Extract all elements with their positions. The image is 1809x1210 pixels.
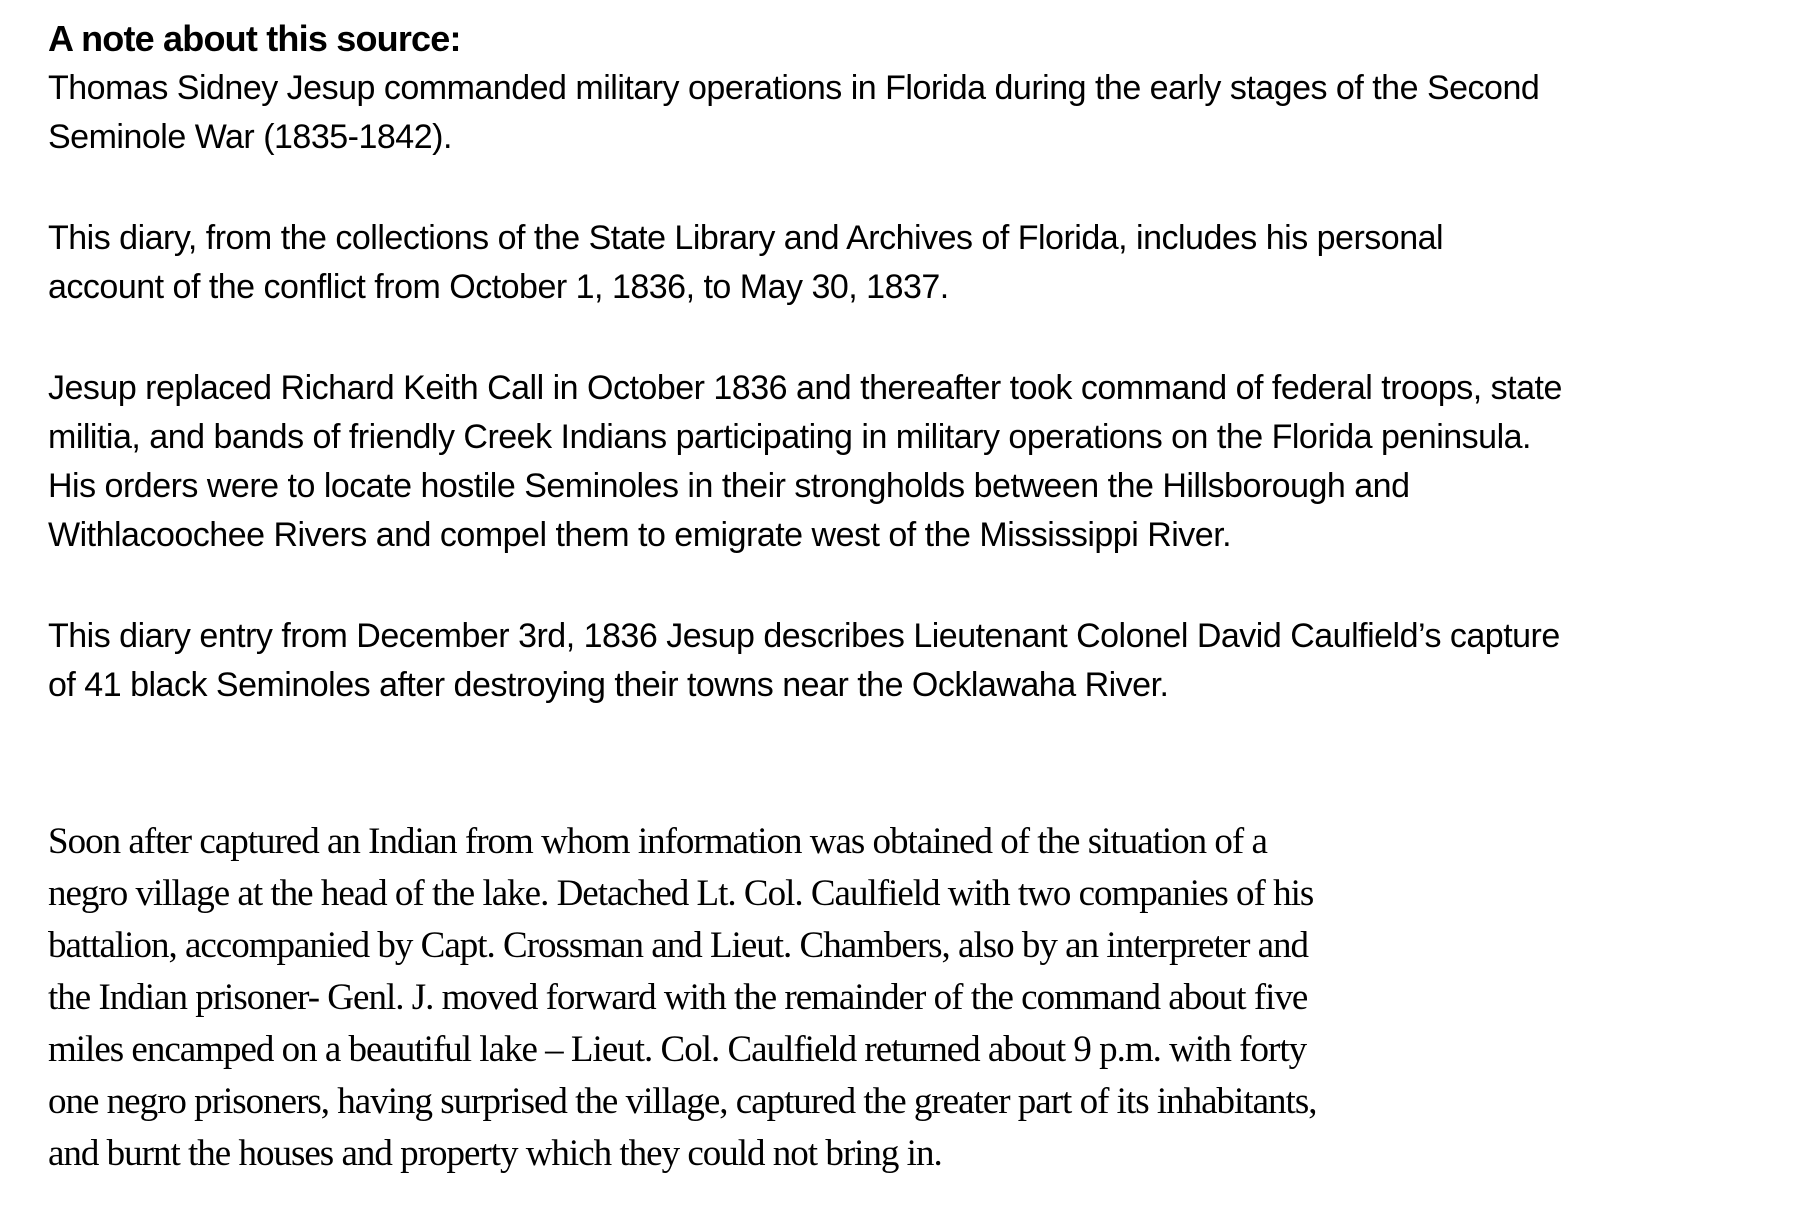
text-line: the Indian prisoner- Genl. J. moved forward with the remainder of the command about five: [48, 977, 1308, 1018]
text-line: This diary, from the collections of the State Library and Archives of Florida, includes his personal: [48, 219, 1444, 257]
note-paragraph-diary-source: [48, 214, 1789, 312]
text-line: Thomas Sidney Jesup commanded military operations in Florida during the early stages of the Second: [48, 69, 1540, 107]
note-paragraph-overview: [48, 64, 1789, 162]
text-line: militia, and bands of friendly Creek Indians participating in military operations on the Florida peninsula.: [48, 418, 1531, 456]
text-line: of 41 black Seminoles after destroying their towns near the Ocklawaha River.: [48, 666, 1169, 704]
text-line: one negro prisoners, having surprised the village, captured the greater part of its inhabitants,: [48, 1081, 1317, 1122]
note-paragraph-command-history: [48, 364, 1789, 560]
note-paragraph-entry-context: [48, 612, 1789, 710]
text-line: Soon after captured an Indian from whom information was obtained of the situation of a: [48, 821, 1267, 862]
text-line: Seminole War (1835-1842).: [48, 118, 452, 156]
text-line: This diary entry from December 3rd, 1836 Jesup describes Lieutenant Colonel David Caulfield’s capture: [48, 617, 1560, 655]
text-line: negro village at the head of the lake. Detached Lt. Col. Caulfield with two companies of his: [48, 873, 1314, 914]
text-line: account of the conflict from October 1, 1836, to May 30, 1837.: [48, 268, 949, 306]
text-line: miles encamped on a beautiful lake – Lieut. Col. Caulfield returned about 9 p.m. with forty: [48, 1029, 1307, 1070]
diary-entry-excerpt: [48, 816, 1789, 1180]
text-line: His orders were to locate hostile Seminoles in their strongholds between the Hillsborough and: [48, 467, 1410, 505]
text-line: and burnt the houses and property which they could not bring in.: [48, 1133, 942, 1174]
note-heading: A note about this source:: [48, 18, 461, 59]
text-line: Withlacoochee Rivers and compel them to emigrate west of the Mississippi River.: [48, 516, 1232, 554]
text-line: Jesup replaced Richard Keith Call in October 1836 and thereafter took command of federal troops, state: [48, 369, 1562, 407]
text-line: battalion, accompanied by Capt. Crossman and Lieut. Chambers, also by an interpreter and: [48, 925, 1309, 966]
